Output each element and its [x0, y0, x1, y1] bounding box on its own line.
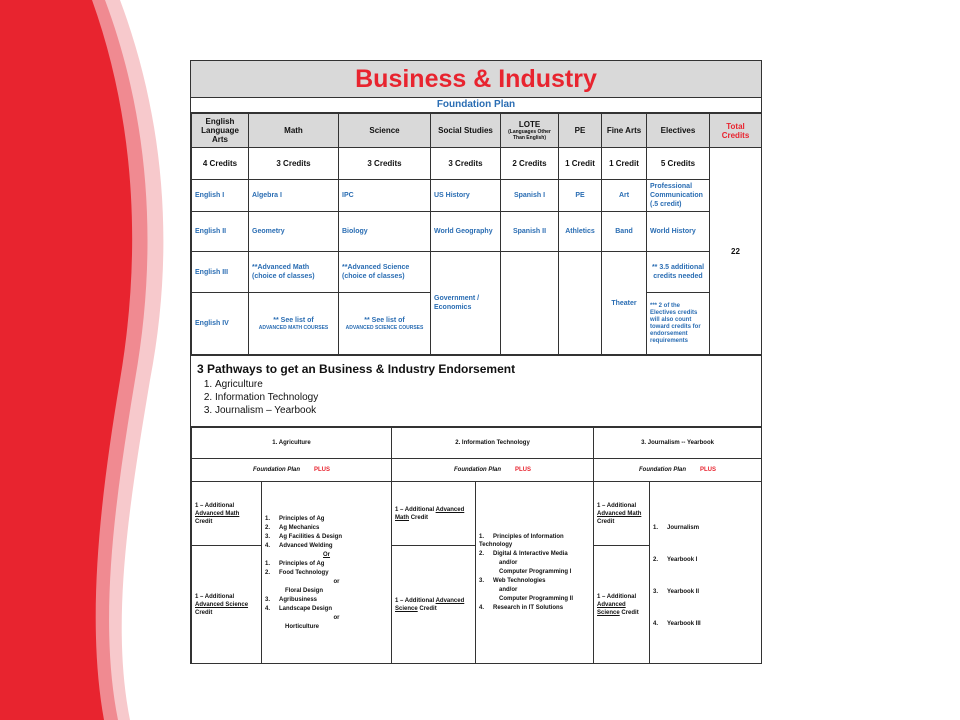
see-list-prefix-science: ** See list of — [364, 317, 405, 324]
journalism-course-label: Yearbook II — [667, 588, 700, 595]
advanced-science-choice: **Advanced Science (choice of classes) — [339, 252, 431, 293]
advanced-math-courses-label: ADVANCED MATH COURSES — [258, 325, 329, 331]
course-spanish-2: Spanish II — [501, 212, 559, 252]
credits-english: 4 Credits — [192, 148, 249, 180]
ag-course-label: Landscape Design — [279, 605, 333, 612]
electives-needed-note: ** 3.5 additional credits needed — [647, 252, 710, 293]
plus-label: PLUS — [700, 467, 717, 473]
it-additional-science-credit — [392, 546, 476, 664]
additional-prefix: 1 – Additional — [395, 506, 435, 513]
credit-suffix: Credit — [419, 605, 437, 612]
ag-or-inline-2: or — [333, 614, 340, 621]
course-english-4: English IV — [192, 293, 249, 355]
it-additional-math-credit — [392, 482, 476, 546]
course-spanish-1: Spanish I — [501, 180, 559, 212]
journalism-course-item: 1. Journalism — [653, 524, 700, 531]
additional-prefix: 1 – Additional — [597, 502, 637, 509]
credits-lote: 2 Credits — [501, 148, 559, 180]
journalism-additional-science-credit — [594, 546, 650, 664]
course-government-economics: Government / Economics — [431, 252, 501, 355]
foundation-plan-label: Foundation Plan — [454, 467, 501, 473]
course-pe: PE — [559, 180, 602, 212]
course-athletics: Athletics — [559, 212, 602, 252]
plus-label: PLUS — [314, 467, 331, 473]
course-us-history: US History — [431, 180, 501, 212]
credit-suffix: Credit — [195, 609, 213, 616]
ag-course-label: Food Technology — [279, 569, 329, 576]
course-band: Band — [602, 212, 647, 252]
it-course-label: Principles of Information Technology — [479, 534, 564, 548]
pathway-item-agriculture: 1. Agriculture — [215, 378, 755, 391]
ag-course-item: 4. Advanced Welding — [265, 542, 333, 549]
credits-math: 3 Credits — [249, 148, 339, 180]
see-advanced-science-list — [339, 293, 431, 355]
credit-suffix: Credit — [195, 518, 213, 525]
course-art: Art — [602, 180, 647, 212]
advanced-science-courses-label: ADVANCED SCIENCE COURSES — [345, 325, 424, 331]
credit-suffix: Credit — [410, 514, 429, 521]
agriculture-title: 1. Agriculture — [192, 428, 392, 459]
credits-pe: 1 Credit — [559, 148, 602, 180]
ag-course-label: Principles of Ag — [279, 515, 325, 522]
pathways-detail-table — [191, 427, 762, 664]
ag-course-label: Ag Facilities & Design — [279, 533, 343, 540]
foundation-plan-label: Foundation Plan — [253, 467, 300, 473]
journalism-course-item: 3. Yearbook II — [653, 588, 700, 595]
advanced-science-link: Advanced Science — [597, 601, 626, 616]
course-professional-communication: Professional Communication (.5 credit) — [647, 180, 710, 212]
advanced-math-choice: **Advanced Math (choice of classes) — [249, 252, 339, 293]
course-world-geography: World Geography — [431, 212, 501, 252]
advanced-science-link: Advanced Science — [195, 601, 249, 608]
lote-note: (Languages Other Than English) — [508, 129, 551, 141]
foundation-plan-subtitle: Foundation Plan — [191, 98, 761, 113]
journalism-course-item: 2. Yearbook I — [653, 556, 698, 563]
it-course-item: 2. Digital & Interactive Media — [479, 551, 568, 557]
it-computer-programming-2: Computer Programming II — [499, 596, 574, 602]
ag-additional-science-credit — [192, 546, 262, 664]
header-social-studies: Social Studies — [431, 114, 501, 148]
journalism-course-label: Yearbook I — [667, 556, 698, 563]
ag-course-label: Principles of Ag — [279, 560, 325, 567]
foundation-plan-table — [191, 113, 762, 355]
header-lote-label: LOTE — [518, 120, 541, 129]
agriculture-foundation-plus — [192, 459, 392, 482]
total-credits-value: 22 — [710, 148, 762, 355]
it-course-label: Web Technologies — [493, 578, 546, 584]
it-course-item: 3. Web Technologies — [479, 578, 546, 584]
lote-empty-cell — [501, 252, 559, 355]
ag-course-item: 1. Principles of Ag — [265, 515, 325, 522]
course-biology: Biology — [339, 212, 431, 252]
header-fine-arts: Fine Arts — [602, 114, 647, 148]
it-course-item: 4. Research in IT Solutions — [479, 605, 564, 611]
plus-label: PLUS — [515, 467, 532, 473]
it-computer-programming-1: Computer Programming I — [499, 569, 572, 575]
ag-course-item: 3. Agribusiness — [265, 596, 318, 603]
ag-or-label: Or — [323, 551, 331, 558]
credit-suffix: Credit — [621, 609, 639, 616]
course-english-2: English II — [192, 212, 249, 252]
it-course-list — [476, 482, 594, 664]
credit-suffix: Credit — [597, 518, 615, 525]
credits-electives: 5 Credits — [647, 148, 710, 180]
course-algebra-1: Algebra I — [249, 180, 339, 212]
header-lote — [501, 114, 559, 148]
course-english-1: English I — [192, 180, 249, 212]
course-world-history: World History — [647, 212, 710, 252]
pe-empty-cell — [559, 252, 602, 355]
additional-prefix: 1 – Additional — [597, 593, 637, 600]
information-technology-title: 2. Information Technology — [392, 428, 594, 459]
ag-or-divider — [265, 551, 388, 559]
ag-course-item: 2. Food Technology — [265, 569, 329, 576]
header-science: Science — [339, 114, 431, 148]
course-ipc: IPC — [339, 180, 431, 212]
see-advanced-math-list — [249, 293, 339, 355]
ag-horticulture: Horticulture — [285, 623, 320, 630]
it-course-label: Research in IT Solutions — [493, 605, 564, 611]
journalism-course-label: Yearbook III — [667, 620, 701, 627]
journalism-course-item: 4. Yearbook III — [653, 620, 701, 627]
course-theater: Theater — [602, 252, 647, 355]
journalism-course-list — [650, 482, 762, 664]
advanced-math-link: Advanced Math — [395, 506, 465, 521]
advanced-math-link: Advanced Math — [597, 510, 642, 517]
credits-social-studies: 3 Credits — [431, 148, 501, 180]
it-foundation-plus — [392, 459, 594, 482]
pathways-section — [191, 355, 761, 427]
red-wave-decoration — [0, 0, 220, 720]
header-math: Math — [249, 114, 339, 148]
additional-prefix: 1 – Additional — [195, 502, 235, 509]
it-course-label: Digital & Interactive Media — [493, 551, 568, 557]
pathways-list — [215, 378, 755, 417]
header-english: English Language Arts — [192, 114, 249, 148]
ag-floral-design: Floral Design — [285, 587, 324, 594]
journalism-additional-math-credit — [594, 482, 650, 546]
credits-fine-arts: 1 Credit — [602, 148, 647, 180]
header-pe: PE — [559, 114, 602, 148]
ag-additional-math-credit — [192, 482, 262, 546]
ag-course-item: 1. Principles of Ag — [265, 560, 325, 567]
pathways-heading: 3 Pathways to get an Business & Industry Endorsement — [197, 362, 516, 376]
header-total-credits: Total Credits — [710, 114, 762, 148]
pathway-item-information-technology: 2. Information Technology — [215, 391, 755, 404]
ag-course-item: 4. Landscape Design — [265, 605, 333, 612]
journalism-title: 3. Journalism -- Yearbook — [594, 428, 762, 459]
header-electives: Electives — [647, 114, 710, 148]
ag-course-item: 2. Ag Mechanics — [265, 524, 320, 531]
pathway-item-journalism: 3. Journalism – Yearbook — [215, 404, 755, 417]
advanced-math-link: Advanced Math — [195, 510, 240, 517]
electives-endorsement-note: *** 2 of the Electives credits will also count toward credits for endorsement requirements — [647, 293, 710, 355]
credits-science: 3 Credits — [339, 148, 431, 180]
ag-course-label: Advanced Welding — [279, 542, 333, 549]
advanced-science-link: Advanced Science — [395, 597, 465, 612]
course-english-3: English III — [192, 252, 249, 293]
ag-or-inline: or — [333, 578, 340, 585]
ag-course-label: Ag Mechanics — [279, 524, 320, 531]
additional-prefix: 1 – Additional — [395, 597, 435, 604]
agriculture-course-list — [262, 482, 392, 664]
it-andor-2: and/or — [499, 587, 518, 593]
foundation-plan-label: Foundation Plan — [639, 467, 687, 473]
it-course-item: 1. Principles of Information Technology — [479, 534, 564, 548]
see-list-prefix: ** See list of — [273, 317, 314, 324]
journalism-foundation-plus — [594, 459, 762, 482]
ag-course-item: 3. Ag Facilities & Design — [265, 533, 343, 540]
additional-prefix: 1 – Additional — [195, 593, 235, 600]
endorsement-document — [190, 60, 762, 664]
journalism-course-label: Journalism — [667, 524, 700, 531]
course-geometry: Geometry — [249, 212, 339, 252]
it-andor: and/or — [499, 560, 518, 566]
ag-course-label: Agribusiness — [279, 596, 318, 603]
page-title: Business & Industry — [191, 61, 761, 98]
